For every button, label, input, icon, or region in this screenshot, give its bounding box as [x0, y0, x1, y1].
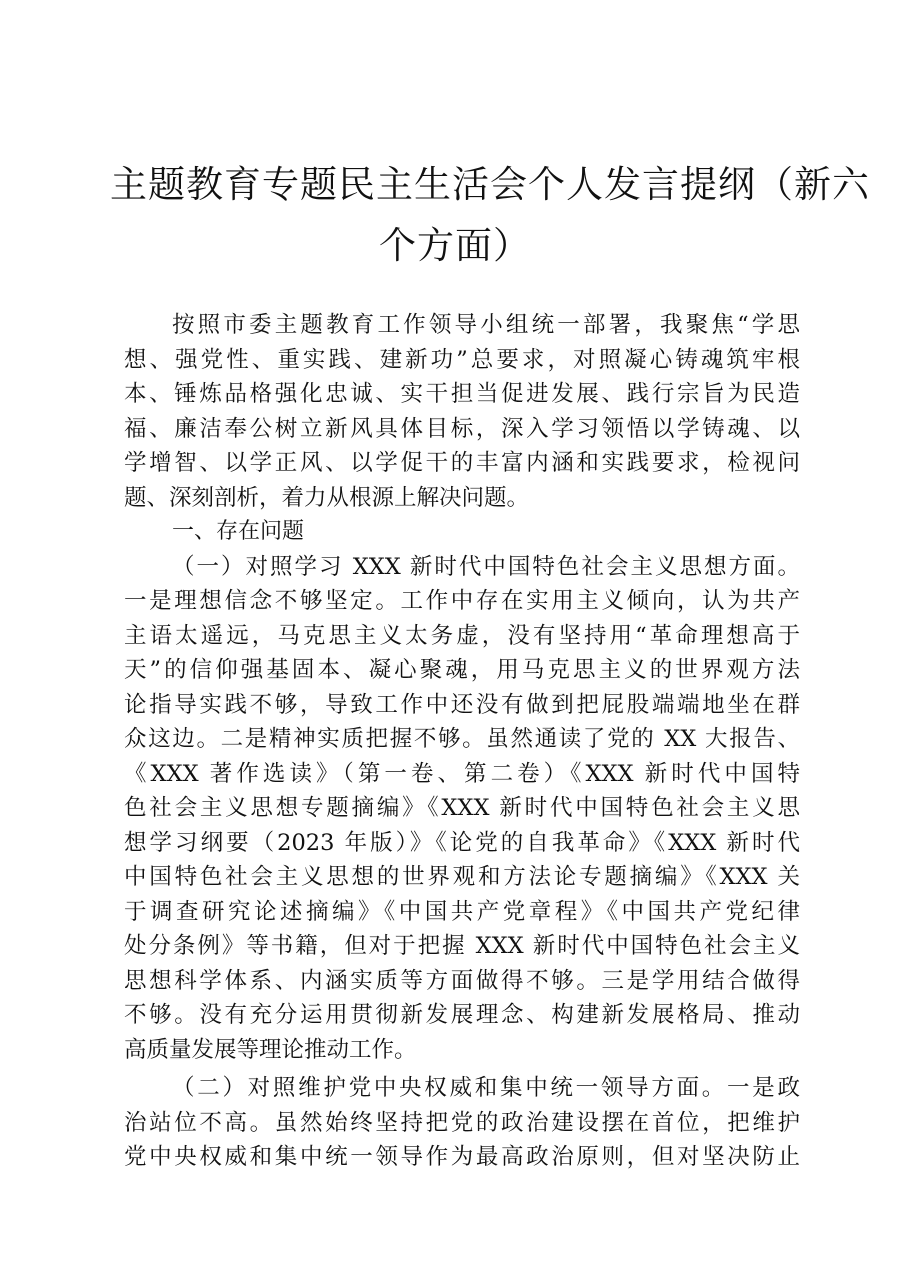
subsection-1-line: 一是理想信念不够坚定。工作中存在实用主义倾向，认为共产 — [124, 588, 800, 614]
subsection-1-line: 中国特色社会主义思想的世界观和方法论专题摘编》《XXX 关 — [124, 864, 800, 890]
subsection-1-line: （一）对照学习 XXX 新时代中国特色社会主义思想方面。 — [172, 553, 800, 580]
subsection-2-line: 党中央权威和集中统一领导作为最高政治原则，但对坚决防止 — [124, 1144, 800, 1170]
subsection-1-line: 处分条例》等书籍，但对于把握 XXX 新时代中国特色社会主义 — [124, 933, 800, 959]
subsection-1-line: 主语太遥远，马克思主义太务虚，没有坚持用“革命理想高于 — [124, 622, 800, 649]
subsection-1-line: 思想科学体系、内涵实质等方面做得不够。三是学用结合做得 — [124, 967, 800, 994]
subsection-1-line: 论指导实践不够，导致工作中还没有做到把屁股端端地坐在群 — [124, 691, 800, 718]
intro-paragraph-line: 福、廉洁奉公树立新风具体目标，深入学习领悟以学铸魂、以 — [124, 415, 800, 442]
intro-paragraph-line: 按照市委主题教育工作领导小组统一部署，我聚焦“学思 — [172, 312, 800, 338]
document-body — [124, 308, 800, 1175]
subsection-1-line: 于调查研究论述摘编》《中国共产党章程》《中国共产党纪律 — [124, 898, 800, 925]
subsection-1-line: 色社会主义思想专题摘编》《XXX 新时代中国特色社会主义思 — [124, 795, 800, 821]
intro-paragraph-line: 学增智、以学正风、以学促干的丰富内涵和实践要求，检视问 — [124, 450, 800, 476]
document-title — [110, 158, 870, 273]
subsection-2-line: 治站位不高。虽然始终坚持把党的政治建设摆在首位，把维护 — [124, 1109, 800, 1136]
subsection-2-line: （二）对照维护党中央权威和集中统一领导方面。一是政 — [172, 1075, 800, 1101]
title-line: 个方面） — [379, 224, 531, 267]
subsection-1-line: 《XXX 著作选读》（第一卷、第二卷）《XXX 新时代中国特 — [124, 760, 800, 787]
intro-paragraph-line: 本、锤炼品格强化忠诚、实干担当促进发展、践行宗旨为民造 — [124, 381, 800, 407]
subsection-1-line: 不够。没有充分运用贯彻新发展理念、构建新发展格局、推动 — [124, 1002, 800, 1028]
title-line: 主题教育专题民主生活会个人发言提纲（新六 — [110, 163, 870, 206]
subsection-1-line: 众这边。二是精神实质把握不够。虽然通读了党的 XX 大报告、 — [124, 726, 800, 752]
intro-paragraph-line: 题、深刻剖析，着力从根源上解决问题。 — [124, 484, 530, 511]
section-heading: 一、存在问题 — [172, 519, 305, 544]
intro-paragraph-line: 想、强党性、重实践、建新功”总要求，对照凝心铸魂筑牢根 — [124, 346, 800, 373]
subsection-1-line: 天”的信仰强基固本、凝心聚魂，用马克思主义的世界观方法 — [124, 657, 800, 683]
subsection-1-line: 想学习纲要（2023 年版）》《论党的自我革命》《XXX 新时代 — [124, 829, 800, 856]
subsection-1-line: 高质量发展等理论推动工作。 — [124, 1036, 417, 1063]
